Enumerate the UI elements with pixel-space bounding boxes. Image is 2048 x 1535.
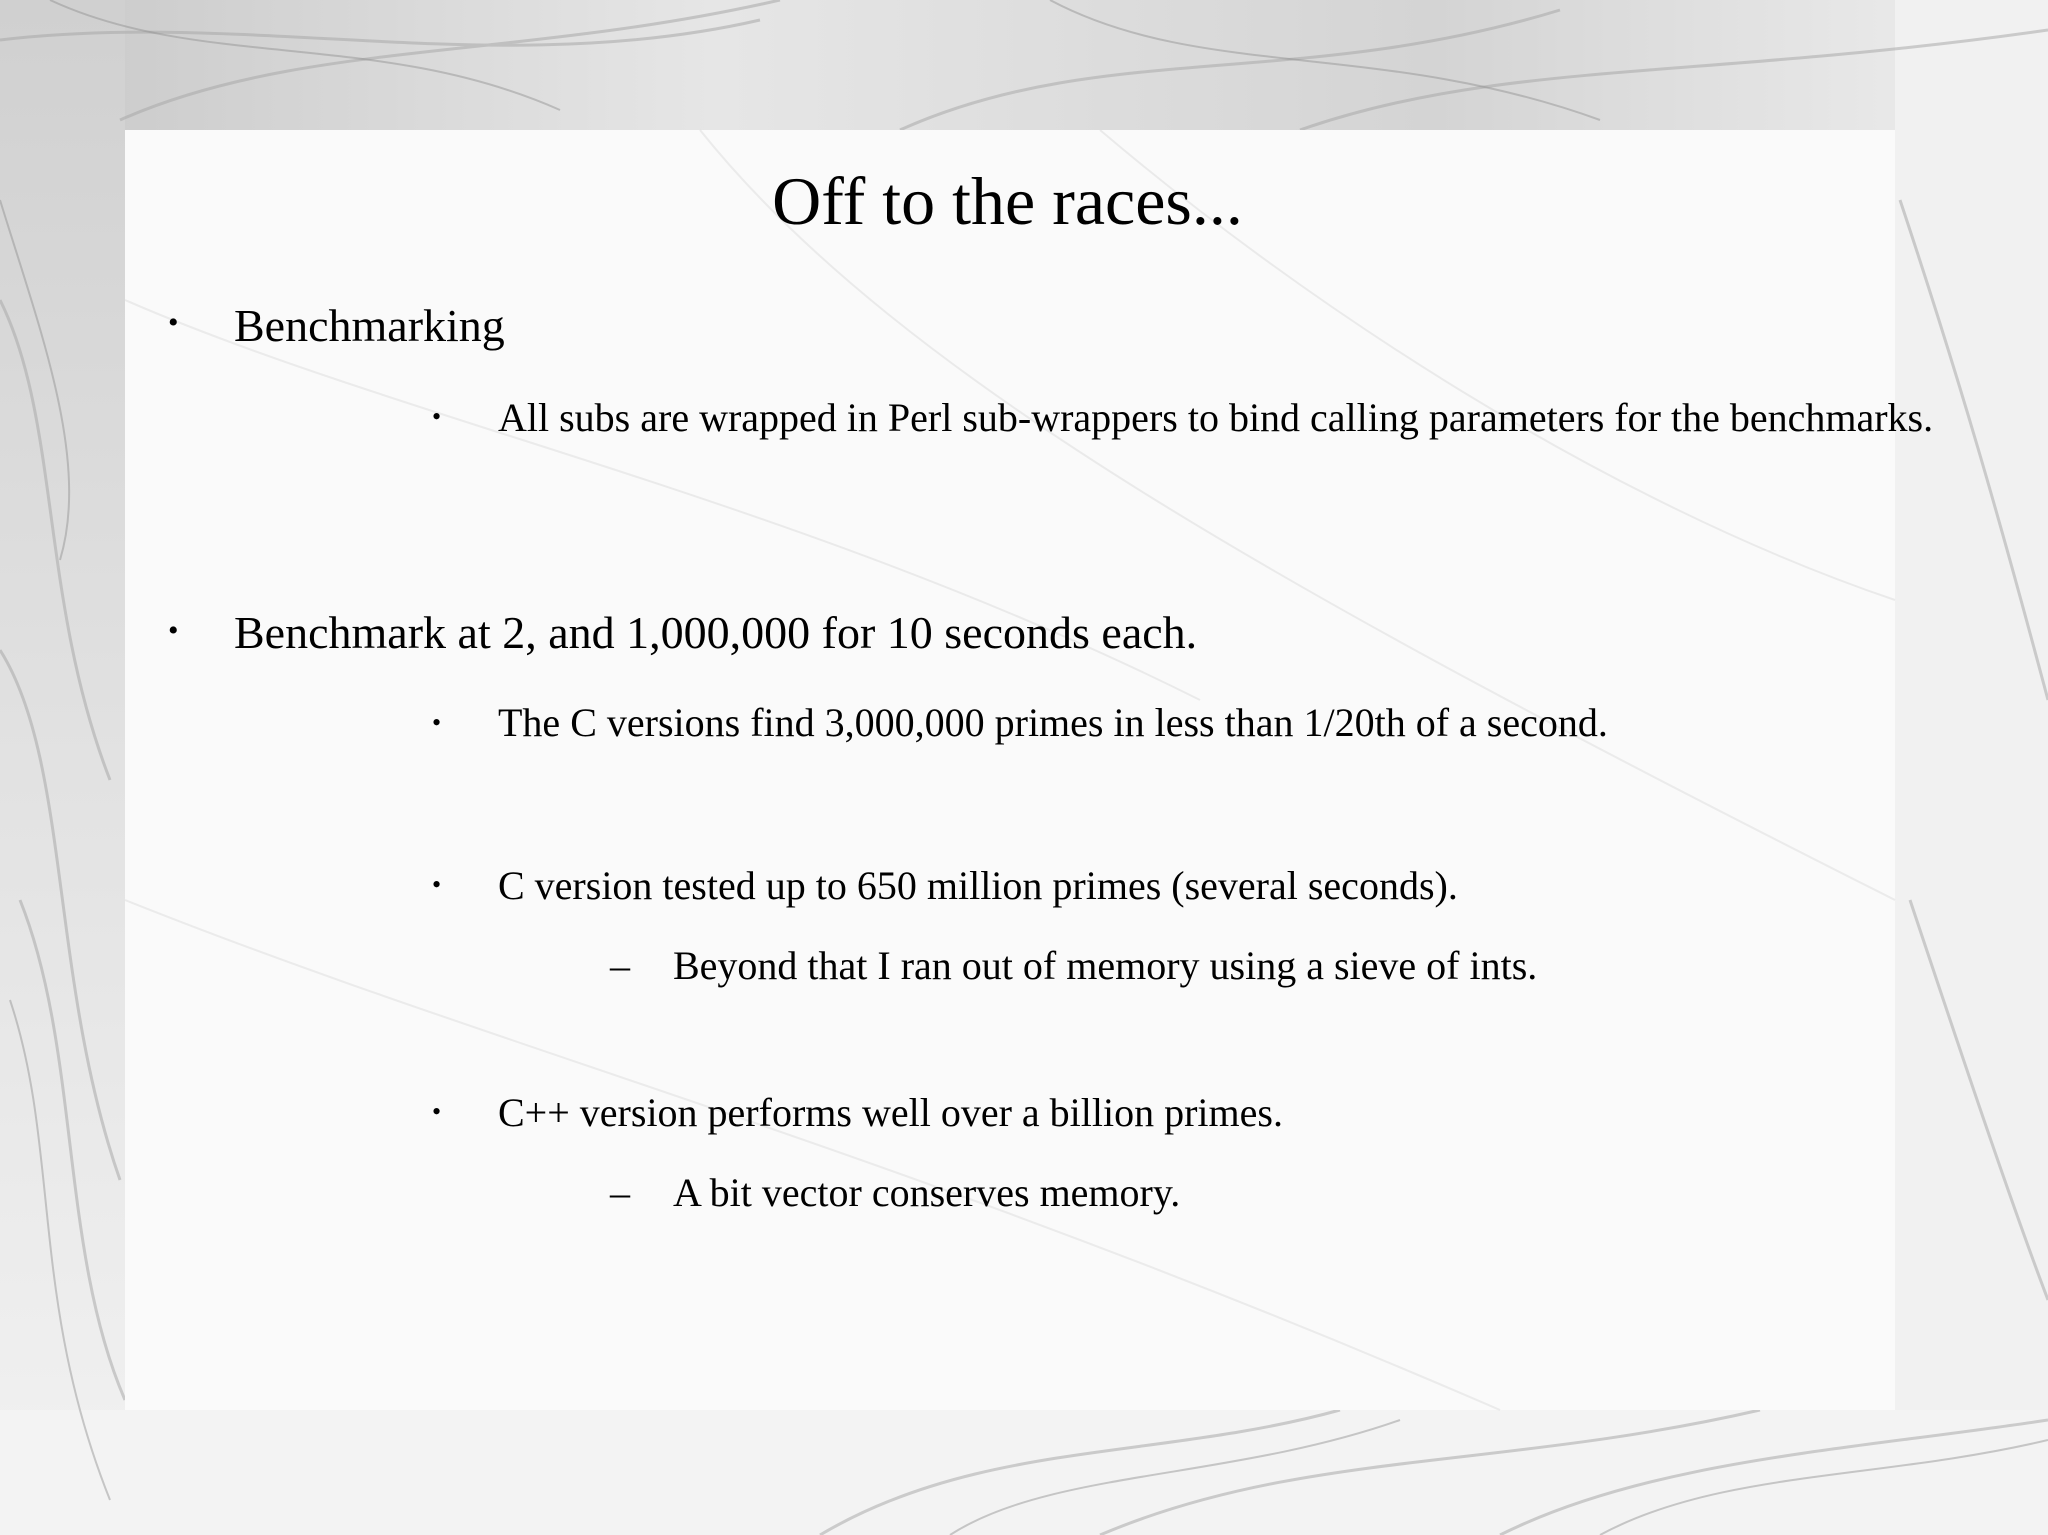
sub-bullet-cpp-version: C++ version performs well over a billion primes. xyxy=(498,1090,1283,1135)
bullet-icon: • xyxy=(168,306,179,339)
sub-bullet-c-tested: C version tested up to 650 million primes (several seconds). xyxy=(498,863,1458,908)
sub-bullet-icon: • xyxy=(432,870,442,899)
sub-bullet-c-versions: The C versions find 3,000,000 primes in less than 1/20th of a second. xyxy=(498,700,1608,745)
dash-bullet-icon: – xyxy=(610,943,630,988)
sub-bullet-wrappers: All subs are wrapped in Perl sub-wrappers to bind calling parameters for the benchmarks. xyxy=(498,395,1934,440)
bullet-benchmark-at: Benchmark at 2, and 1,000,000 for 10 seconds each. xyxy=(234,607,1198,658)
bullet-benchmarking: Benchmarking xyxy=(234,300,505,351)
bullet-icon: • xyxy=(168,614,179,647)
sub-bullet-icon: • xyxy=(432,1097,442,1126)
sub-bullet-icon: • xyxy=(432,708,442,737)
dash-bullet-icon: – xyxy=(610,1170,630,1215)
sub-bullet-icon: • xyxy=(432,402,442,431)
sub-sub-bullet-memory: Beyond that I ran out of memory using a sieve of ints. xyxy=(673,943,1538,988)
sub-sub-bullet-bit-vector: A bit vector conserves memory. xyxy=(673,1170,1181,1215)
slide-title: Off to the races... xyxy=(772,163,1243,239)
